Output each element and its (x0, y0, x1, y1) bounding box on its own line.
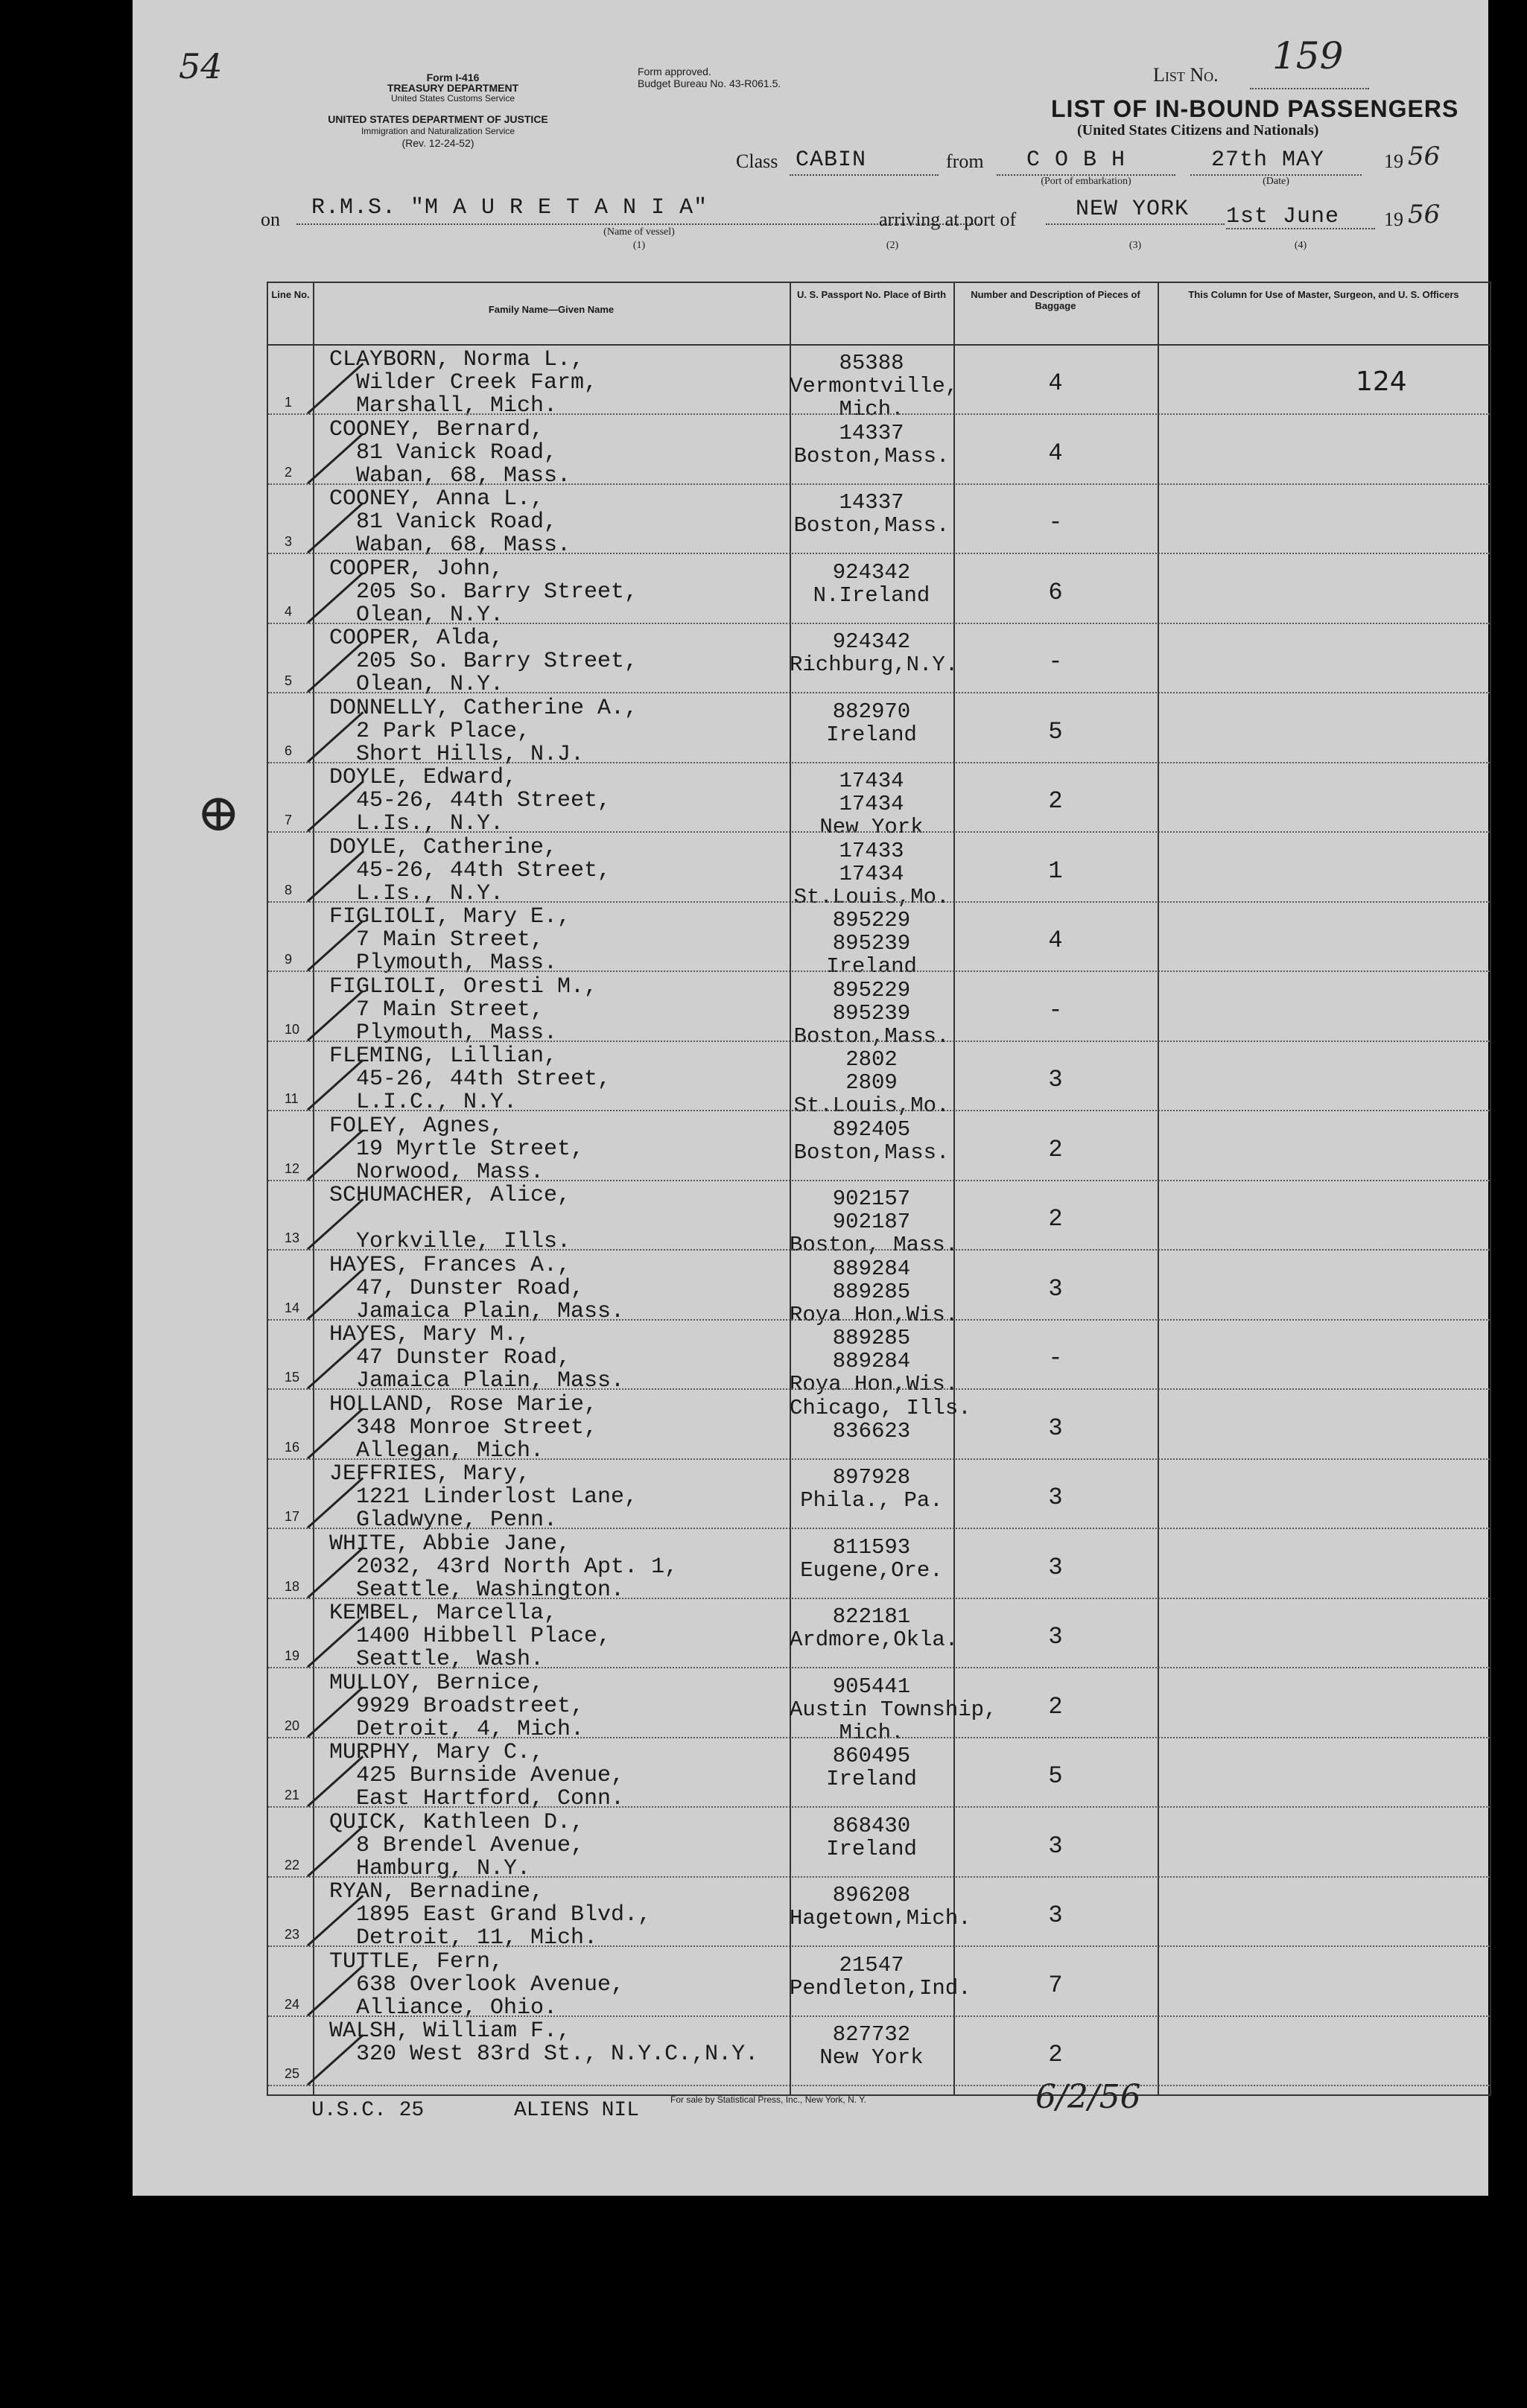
baggage-count: 3 (1048, 1902, 1063, 1929)
table-row (268, 903, 1490, 979)
line-number: 13 (285, 1230, 300, 1245)
passport-birthplace: 17434 17434 New York (819, 769, 924, 839)
baggage-count: 6 (1048, 578, 1063, 606)
footer-handwritten-date: 6/2/56 (1035, 2078, 1141, 2116)
passenger-name-address: FOLEY, Agnes, 19 Myrtle Street, Norwood, Mass. (329, 1113, 585, 1185)
table-row (268, 1181, 1490, 1257)
baggage-count: - (1048, 648, 1063, 676)
line-number: 1 (285, 395, 293, 410)
passenger-name-address: HAYES, Mary M., 47 Dunster Road, Jamaica Plain, Mass. (329, 1322, 625, 1394)
baggage-count: 3 (1048, 1414, 1063, 1442)
baggage-count: 3 (1048, 1623, 1063, 1651)
col-passport: U. S. Passport No. Place of Birth (796, 289, 947, 300)
list-no-label: List No. (1153, 64, 1219, 86)
baggage-count: - (1048, 1344, 1063, 1372)
line-number: 23 (285, 1927, 300, 1942)
passenger-name-address: COONEY, Anna L., 81 Vanick Road, Waban, 68, Mass. (329, 486, 571, 558)
passenger-name-address: FIGLIOLI, Oresti M., 7 Main Street, Plymouth, Mass. (329, 973, 598, 1046)
line-number: 9 (285, 952, 293, 967)
class-label: Class (736, 150, 778, 172)
form-approved: Form approved. (638, 66, 711, 77)
officer-note: 124 (1356, 366, 1407, 397)
passport-birthplace: 882970 Ireland (826, 699, 917, 747)
passenger-name-address: KEMBEL, Marcella, 1400 Hibbell Place, Seattle, Wash. (329, 1601, 612, 1672)
baggage-count: 3 (1048, 1274, 1063, 1303)
revision-date: (Rev. 12-24-52) (401, 137, 474, 149)
passenger-name-address: COOPER, John, 205 So. Barry Street, Olean, N.Y. (329, 556, 638, 628)
page-subtitle: (United States Citizens and Nationals) (1077, 122, 1319, 139)
passport-birthplace: 889285 889284 Roya Hon,Wis. (790, 1326, 959, 1397)
embark-date: 27th MAY (1211, 147, 1325, 173)
line-number: 4 (285, 603, 293, 619)
passport-birthplace: 868430 Ireland (826, 1813, 917, 1861)
baggage-count: - (1048, 509, 1063, 536)
on-label: on (261, 209, 280, 230)
caption-3: (3) (1128, 240, 1142, 251)
form-number: Form I-416 (426, 72, 480, 83)
table-row (268, 1251, 1490, 1327)
passenger-name-address: MURPHY, Mary C., 425 Burnside Avenue, East Hartford, Conn. (329, 1740, 625, 1811)
baggage-count: 5 (1048, 717, 1063, 746)
baggage-count: 4 (1048, 369, 1063, 397)
line-number: 18 (285, 1578, 300, 1594)
passport-birthplace: 895229 895239 Boston,Mass. (793, 977, 950, 1049)
passenger-table (267, 282, 1491, 2096)
passenger-name-address: COONEY, Bernard, 81 Vanick Road, Waban, 68, Mass. (329, 416, 571, 489)
line-number: 12 (285, 1160, 300, 1176)
baggage-count: 7 (1048, 1971, 1063, 1999)
passenger-name-address: SCHUMACHER, Alice, Yorkville, Ills. (329, 1183, 571, 1254)
table-row (268, 416, 1490, 489)
baggage-count: 2 (1048, 2041, 1063, 2068)
line-number: 24 (285, 1996, 300, 2012)
treasury-dept: TREASURY DEPARTMENT (387, 82, 519, 94)
table-row (268, 763, 1490, 839)
passport-birthplace: Chicago, Ills. 836623 (790, 1395, 971, 1443)
table-row (268, 624, 1490, 697)
caption-4: (4) (1294, 240, 1307, 251)
vessel-caption: (Name of vessel) (603, 226, 675, 238)
table-row (268, 1112, 1490, 1185)
page-title: LIST OF IN-BOUND PASSENGERS (1051, 95, 1459, 122)
passenger-name-address: COOPER, Alda, 205 So. Barry Street, Olean, N.Y. (329, 626, 638, 697)
line-number: 25 (285, 2066, 300, 2081)
table-row (268, 1321, 1490, 1397)
baggage-count: - (1048, 996, 1063, 1024)
table-row (268, 973, 1490, 1049)
arriving-label: arriving at port of (879, 209, 1017, 230)
line-number: 19 (285, 1648, 300, 1663)
baggage-count: 2 (1048, 787, 1063, 815)
passport-birthplace: 822181 Ardmore,Okla. (790, 1604, 959, 1652)
passport-birthplace: 14337 Boston,Mass. (793, 420, 950, 468)
customs-service: United States Customs Service (390, 93, 515, 104)
passport-birthplace: 827732 New York (819, 2022, 924, 2070)
arrival-year-value: 56 (1408, 200, 1441, 229)
passenger-name-address: CLAYBORN, Norma L., Wilder Creek Farm, Marshall, Mich. (329, 347, 598, 419)
passenger-name-address: DOYLE, Edward, 45-26, 44th Street, L.Is., N.Y. (329, 765, 612, 836)
passport-birthplace: 897928 Phila., Pa. (800, 1465, 943, 1513)
arrival-date: 1st June (1226, 204, 1340, 229)
corner-mark: 54 (179, 46, 223, 86)
col-baggage: Number and Description of Pieces of Baggage (971, 289, 1140, 311)
baggage-count: 4 (1048, 439, 1063, 467)
col-officers: This Column for Use of Master, Surgeon, and U. S. Officers (1188, 289, 1459, 300)
table-row (268, 1042, 1490, 1118)
passenger-name-address: RYAN, Bernadine, 1895 East Grand Blvd., Detroit, 11, Mich. (329, 1879, 652, 1951)
table-row (268, 1738, 1490, 1811)
date-caption: (Date) (1263, 176, 1289, 187)
baggage-count: 3 (1048, 1066, 1063, 1093)
baggage-count: 5 (1048, 1762, 1063, 1790)
passport-birthplace: 896208 Hagetown,Mich. (790, 1883, 971, 1931)
class-value: CABIN (796, 147, 867, 173)
table-row (268, 1808, 1490, 1881)
line-number: 14 (285, 1300, 300, 1315)
line-number: 5 (285, 673, 293, 688)
year-value: 56 (1408, 142, 1441, 171)
doj-heading: UNITED STATES DEPARTMENT OF JUSTICE (328, 113, 548, 125)
passport-birthplace: 2802 2809 St.Louis,Mo. (793, 1047, 950, 1118)
passport-birthplace: 21547 Pendleton,Ind. (790, 1952, 971, 2001)
passport-birthplace: 811593 Eugene,Ore. (800, 1534, 943, 1583)
line-number: 7 (285, 813, 293, 827)
arrival-port: NEW YORK (1076, 197, 1190, 222)
passport-birthplace: 905441 Austin Township, Mich. (790, 1674, 997, 1745)
list-no-value: 159 (1272, 34, 1344, 77)
line-number: 20 (285, 1718, 300, 1733)
line-number: 16 (285, 1439, 300, 1455)
passport-birthplace: 17433 17434 St.Louis,Mo. (793, 838, 950, 909)
table-row (268, 555, 1490, 628)
table-row (268, 1948, 1490, 2021)
baggage-count: 4 (1048, 927, 1063, 954)
passport-birthplace: 14337 Boston,Mass. (793, 490, 950, 538)
port-caption: (Port of embarkation) (1041, 176, 1131, 187)
passenger-name-address: TUTTLE, Fern, 638 Overlook Avenue, Alliance, Ohio. (329, 1948, 625, 2021)
table-row (268, 833, 1490, 909)
baggage-count: 2 (1048, 1205, 1063, 1233)
baggage-count: 2 (1048, 1692, 1063, 1721)
col-line-no: Line No. (271, 289, 310, 300)
passenger-name-address: WHITE, Abbie Jane, 2032, 43rd North Apt. 1, Seattle, Washington. (329, 1531, 679, 1603)
passenger-name-address: WALSH, William F., 320 West 83rd St., N.Y.C.,N.Y. (329, 2018, 759, 2067)
passport-birthplace: 889284 889285 Roya Hon,Wis. (790, 1256, 959, 1327)
table-row (268, 1599, 1490, 1672)
table-row (268, 1460, 1490, 1533)
line-number: 3 (285, 534, 293, 549)
line-number: 15 (285, 1370, 300, 1385)
passenger-name-address: JEFFRIES, Mary, 1221 Linderlost Lane, Gladwyne, Penn. (329, 1461, 638, 1533)
margin-doodle: ⊕ (197, 782, 241, 843)
passenger-name-address: MULLOY, Bernice, 9929 Broadstreet, Detroit, 4, Mich. (329, 1670, 585, 1742)
footer-aliens: ALIENS NIL (514, 2099, 640, 2122)
table-row (268, 1878, 1490, 1951)
line-number: 8 (285, 882, 293, 898)
passport-birthplace: 924342 N.Ireland (813, 559, 930, 608)
passport-birthplace: 895229 895239 Ireland (826, 908, 917, 979)
vessel-name: R.M.S. "M A U R E T A N I A" (311, 195, 708, 220)
passenger-name-address: HAYES, Frances A., 47, Dunster Road, Jamaica Plain, Mass. (329, 1252, 625, 1324)
from-label: from (946, 150, 984, 172)
passenger-name-address: QUICK, Kathleen D., 8 Brendel Avenue, Hamburg, N.Y. (329, 1809, 585, 1881)
footer-printer: For sale by Statistical Press, Inc., New York, N. Y. (670, 2094, 866, 2105)
passport-birthplace: 85388 Vermontville, Mich. (790, 351, 959, 422)
line-number: 17 (285, 1509, 300, 1524)
ins-heading: Immigration and Naturalization Service (361, 126, 515, 136)
table-row (268, 346, 1490, 422)
year-label: 19 (1384, 150, 1403, 172)
caption-1: (1) (632, 240, 646, 251)
caption-2: (2) (886, 240, 899, 251)
line-number: 21 (285, 1788, 300, 1802)
baggage-count: 3 (1048, 1484, 1063, 1511)
arrival-year-label: 19 (1384, 209, 1403, 230)
footer-usc: U.S.C. 25 (311, 2099, 425, 2122)
line-number: 6 (285, 743, 293, 758)
passenger-name-address: FLEMING, Lillian, 45-26, 44th Street, L.I.C., N.Y. (329, 1043, 612, 1115)
passenger-name-address: HOLLAND, Rose Marie, 348 Monroe Street, Allegan, Mich. (329, 1391, 598, 1464)
table-row (268, 1669, 1490, 1745)
line-number: 10 (285, 1021, 300, 1037)
baggage-count: 1 (1048, 857, 1063, 885)
port-embarkation: C O B H (1026, 147, 1126, 173)
passport-birthplace: 892405 Boston,Mass. (793, 1116, 950, 1165)
passenger-name-address: DONNELLY, Catherine A., 2 Park Place, Short Hills, N.J. (329, 695, 638, 767)
passenger-name-address: DOYLE, Catherine, 45-26, 44th Street, L.Is., N.Y. (329, 834, 612, 906)
passport-birthplace: 924342 Richburg,N.Y. (790, 629, 959, 677)
line-number: 22 (285, 1857, 300, 1872)
table-row (268, 1530, 1490, 1603)
table-row (268, 1391, 1490, 1464)
budget-bureau: Budget Bureau No. 43-R061.5. (638, 77, 781, 89)
passenger-name-address: FIGLIOLI, Mary E., 7 Main Street, Plymouth, Mass. (329, 904, 571, 976)
baggage-count: 3 (1048, 1553, 1063, 1581)
baggage-count: 3 (1048, 1832, 1063, 1860)
line-number: 2 (285, 464, 293, 480)
passport-birthplace: 902157 902187 Boston, Mass. (790, 1186, 959, 1257)
table-row (268, 694, 1490, 767)
table-row (268, 485, 1490, 558)
table-row (268, 2017, 1490, 2086)
passport-birthplace: 860495 Ireland (826, 1744, 917, 1791)
baggage-count: 2 (1048, 1135, 1063, 1163)
col-name: Family Name—Given Name (488, 304, 615, 315)
line-number: 11 (285, 1091, 299, 1106)
